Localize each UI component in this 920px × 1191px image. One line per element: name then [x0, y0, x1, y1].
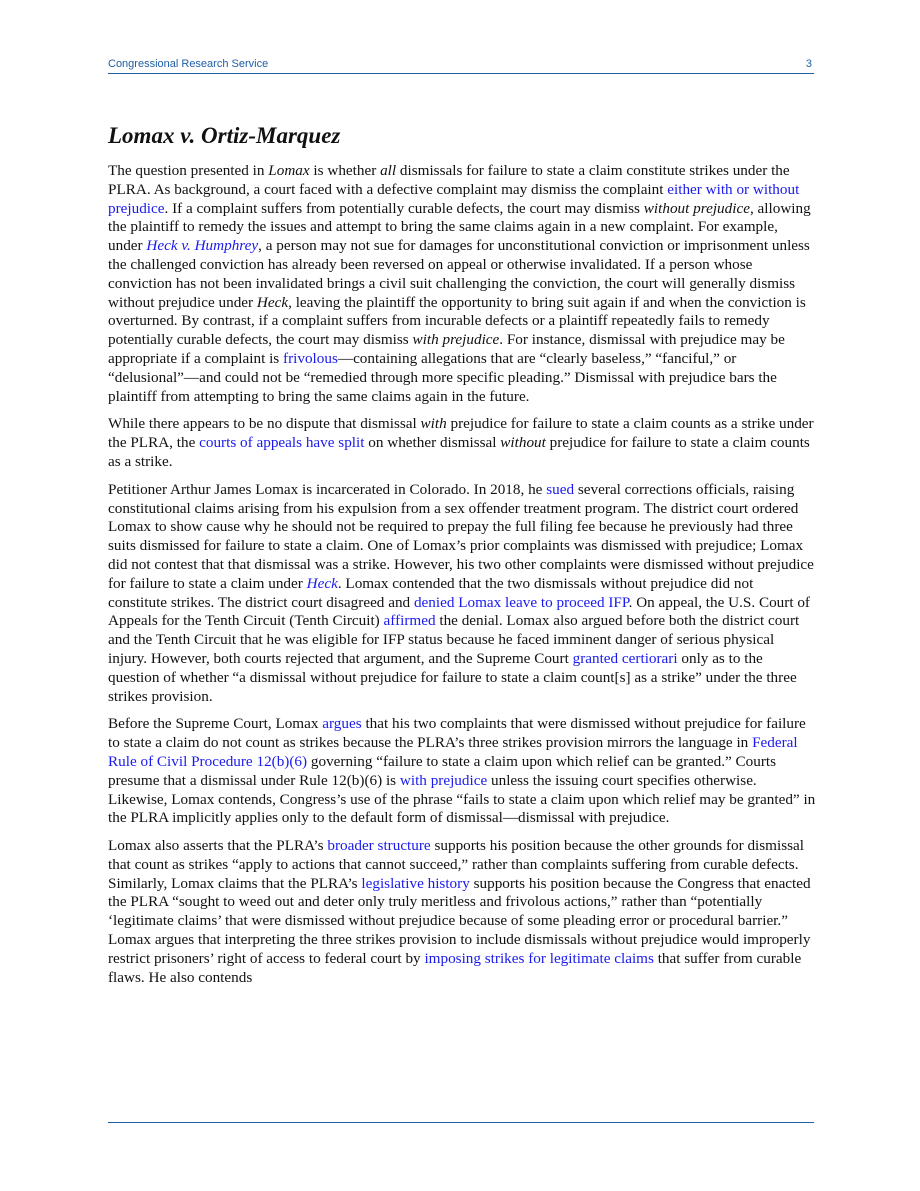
link-courts-of-appeals-split[interactable]: courts of appeals have split [199, 434, 365, 452]
section-title: Lomax v. Ortiz-Marquez [108, 123, 341, 148]
emphasis: without prejudice [643, 199, 750, 217]
emphasis: all [380, 162, 397, 179]
text: . For instance, dismissal with prejudice may be appropriate if a complaint is [108, 331, 785, 367]
paragraph-4 [108, 715, 816, 828]
text: dismissals for failure to state a claim constitute strikes under the PLRA. As background, a court faced with a defective complaint may dismiss the complaint [108, 162, 790, 198]
text: unless the issuing court specifies otherwise. Likewise, Lomax contends, Congress’s use of the phrase “fails to state a claim upon which relief may be granted” in the PLRA implicitly applies only to the default form of dismissal—dismissal with prejudice. [108, 771, 816, 827]
text: prejudice for failure to state a claim counts as a strike under the PLRA, the [108, 415, 814, 452]
text: Before the Supreme Court, Lomax [108, 715, 323, 733]
case-name: Heck [306, 574, 338, 592]
text: only as to the question of whether “a dismissal without prejudice for failure to state a claim count[s] as a strike” under the three strikes provision. [108, 649, 797, 705]
text: , leaving the plaintiff the opportunity to bring suit again if and when the conviction is overturned. By contrast, if a complaint suffers from incurable defects or a plaintiff repeatedly fails to remedy potentially curable defects, the court may dismiss [108, 293, 806, 349]
paragraph-3 [108, 481, 816, 707]
link-heck[interactable] [307, 575, 338, 592]
link-broader-structure[interactable]: broader structure [327, 837, 431, 855]
text: prejudice for failure to state a claim counts as a strike. [108, 434, 810, 470]
text: While there appears to be no dispute that dismissal [108, 415, 421, 433]
emphasis: without [500, 434, 546, 452]
text: several corrections officials, raising constitutional claims arising from his expulsion from a sex offender treatment program. The district court ordered Lomax to show cause why he should not be required to prepay the full filing fee because he previously had three suits dismissed for failure to state a claim. One of Lomax’s prior complaints was dismissed with prejudice; Lomax did not contest that that dismissal was a strike. However, his two other complaints were dismissed without prejudice for failure to state a claim under [108, 480, 814, 592]
case-name: Heck v. Humphrey [146, 237, 259, 255]
link-heck-v-humphrey[interactable] [146, 237, 258, 254]
text: supports his position because the Congress that enacted the PLRA “sought to weed out and deter only truly meritless and frivolous actions,” rather than “potentially ‘legitimate claims’ that were dismissed without prejudice because of some pleading error or procedural barrier.” Lomax argues that interpreting the three strikes provision to include dismissals without prejudice would improperly restrict prisoners’ right of access to federal court by [108, 874, 811, 967]
paragraph-1 [108, 162, 816, 406]
link-affirmed[interactable]: affirmed [383, 612, 436, 630]
link-with-or-without-prejudice[interactable]: either with or without prejudice [108, 180, 800, 217]
page-number: 3 [805, 58, 812, 70]
text: that his two complaints that were dismissed without prejudice for failure to state a claim do not count as strikes because the PLRA’s three strikes provision mirrors the language in [108, 715, 806, 752]
text: that suffer from curable flaws. He also contends [108, 949, 802, 986]
emphasis: with prejudice [412, 331, 500, 349]
document-body [108, 122, 816, 996]
case-name: Heck [256, 293, 289, 311]
footer-rule [108, 1122, 814, 1123]
text: . If a complaint suffers from potentially curable defects, the court may dismiss [164, 199, 644, 217]
text: , a person may not sue for damages for unconstitutional conviction or imprisonment unless the challenged conviction has already been reversed on appeal or otherwise invalidated. If a person whose conviction has not been invalidated brings a civil suit challenging the conviction, the court will generally dismiss without prejudice under [108, 237, 810, 311]
link-frivolous[interactable]: frivolous [283, 349, 338, 367]
link-denied-leave-ifp[interactable]: denied Lomax leave to proceed IFP [413, 593, 629, 611]
text: governing “failure to state a claim upon which relief can be granted.” Courts presume that a dismissal under Rule 12(b)(6) is [108, 752, 777, 789]
text: , allowing the plaintiff to remedy the issues and attempt to bring the same claims again in a new complaint. For example, under [108, 199, 811, 255]
text: . On appeal, the U.S. Court of Appeals for the Tenth Circuit (Tenth Circuit) [108, 593, 810, 630]
link-imposing-strikes[interactable]: imposing strikes for legitimate claims [424, 949, 654, 967]
case-name: Lomax [268, 162, 310, 179]
link-with-prejudice[interactable]: with prejudice [399, 771, 488, 789]
text: on whether dismissal [364, 434, 501, 452]
running-header [108, 58, 814, 74]
paragraph-5 [108, 837, 816, 987]
text: Lomax also asserts that the PLRA’s [108, 837, 328, 855]
paragraph-2 [108, 415, 816, 471]
text: . Lomax contended that the two dismissals without prejudice did not constitute strikes. The district court disagreed and [108, 574, 754, 611]
link-granted-certiorari[interactable]: granted certiorari [572, 649, 678, 667]
text: is whether [309, 162, 381, 179]
text: supports his position because the other grounds for dismissal that count as strikes “apply to actions that cannot succeed,” rather than complaints suffering from curable defects. Similarly, Lomax claims that the PLRA’s [108, 837, 804, 892]
link-frcp-12b6[interactable]: Federal Rule of Civil Procedure 12(b)(6) [108, 734, 798, 770]
link-argues[interactable]: argues [322, 715, 362, 733]
text: —containing allegations that are “clearly baseless,” “fanciful,” or “delusional”—and could not be “remedied through more specific pleading.” Dismissal with prejudice bars the plaintiff from attempting to bring the same claims again in the future. [108, 349, 777, 405]
text: The question presented in [108, 162, 269, 179]
emphasis: with [420, 415, 447, 433]
text: the denial. Lomax also argued before both the district court and the Tenth Circuit that he was eligible for IFP status because he faced imminent danger of serious physical injury. However, both courts rejected that argument, and the Supreme Court [108, 612, 800, 667]
link-legislative-history[interactable]: legislative history [361, 874, 470, 892]
link-sued[interactable]: sued [546, 480, 575, 498]
header-org-name: Congressional Research Service [108, 58, 269, 70]
text: Petitioner Arthur James Lomax is incarcerated in Colorado. In 2018, he [108, 480, 547, 498]
header-rule [108, 73, 814, 74]
